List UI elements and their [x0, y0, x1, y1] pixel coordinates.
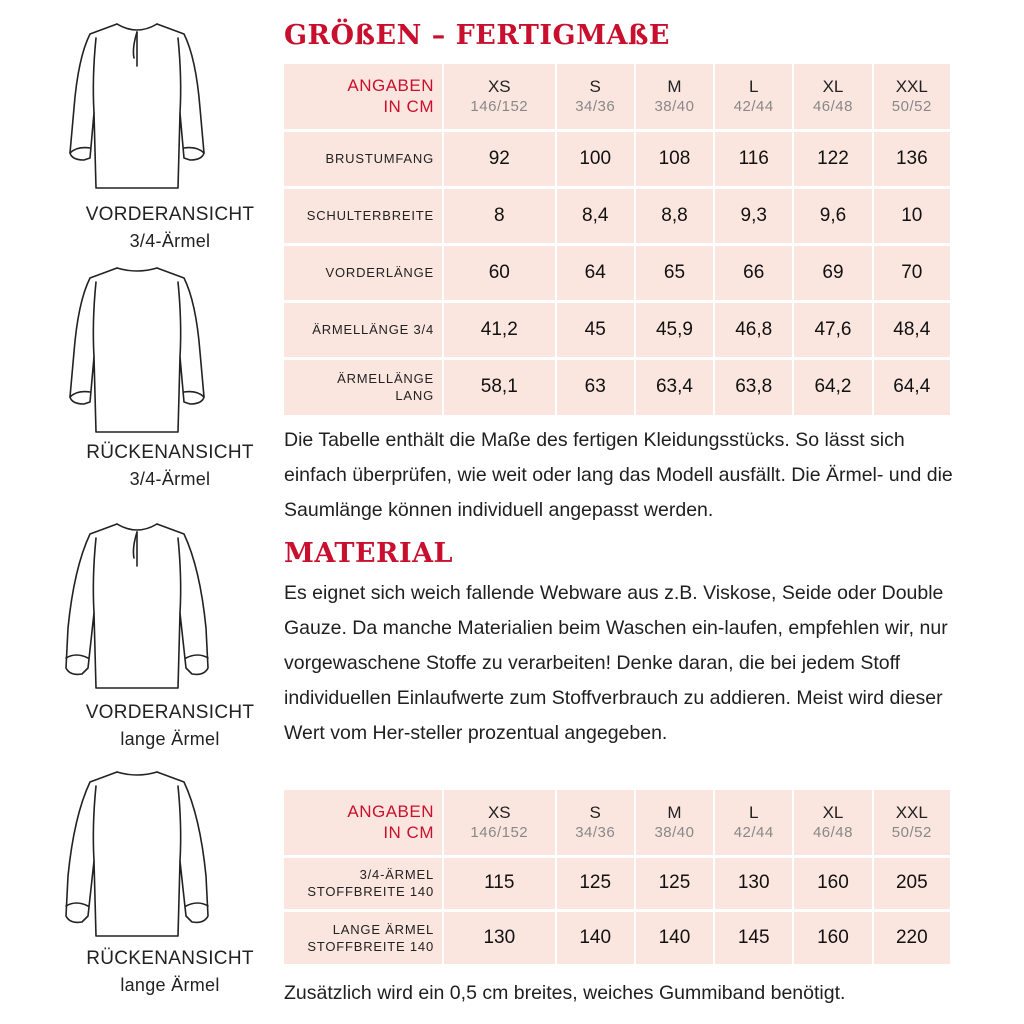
table-header-row: [284, 790, 950, 856]
garment-sleeve-label: lange Ärmel: [120, 729, 220, 749]
size-numbers: 42/44: [733, 824, 774, 842]
size-name: L: [748, 77, 759, 97]
table-cell: 8: [443, 187, 556, 244]
table-cell: 58,1: [443, 358, 556, 415]
row-label-line1: 3/4-ÄRMEL: [359, 867, 434, 882]
header-label-line2: IN CM: [383, 823, 434, 843]
size-numbers: 42/44: [733, 98, 774, 116]
table-row: [284, 244, 950, 301]
header-label-line1: ANGABEN: [347, 76, 434, 96]
garment-back-three-quarter: [0, 262, 270, 502]
table-cell: 48,4: [873, 301, 950, 358]
table-header-row: [284, 64, 950, 130]
table-cell: 115: [443, 856, 556, 910]
size-numbers: 50/52: [891, 824, 932, 842]
size-name: XS: [487, 77, 511, 97]
garment-view-label: VORDERANSICHT: [85, 204, 255, 225]
elastic-band-note: Zusätzlich wird ein 0,5 cm breites, weiches Gummiband benötigt.: [284, 982, 846, 1004]
table-row: [284, 187, 950, 244]
garment-front-long: [0, 518, 270, 758]
table-cell: 8,4: [556, 187, 635, 244]
blouse-front-three-quarter-sleeve-icon: [62, 18, 212, 198]
row-label: ÄRMELLÄNGE 3/4: [284, 301, 443, 358]
table-cell: 92: [443, 130, 556, 187]
size-header-cell: [714, 64, 793, 130]
size-header-cell: [873, 790, 950, 856]
row-label-line1: LANGE ÄRMEL: [332, 921, 434, 937]
size-header-cell: [793, 64, 872, 130]
finished-measurements-table: [284, 64, 950, 415]
table-cell: 63: [556, 358, 635, 415]
garment-sleeve-label: 3/4-Ärmel: [129, 469, 211, 489]
table-cell: 65: [635, 244, 714, 301]
row-label-line1: ÄRMELLÄNGE: [337, 371, 434, 387]
row-label: [284, 358, 443, 415]
size-header-cell: [635, 64, 714, 130]
size-numbers: 146/152: [470, 824, 529, 842]
table-row: [284, 301, 950, 358]
fabric-consumption-table: [284, 790, 950, 964]
table-cell: 64: [556, 244, 635, 301]
table-cell: 136: [873, 130, 950, 187]
size-name: S: [589, 803, 601, 823]
table-cell: 108: [635, 130, 714, 187]
garment-view-label: RÜCKENANSICHT: [86, 442, 254, 463]
size-numbers: 38/40: [654, 98, 695, 116]
blouse-back-long-sleeve-icon: [62, 766, 212, 946]
blouse-front-long-sleeve-icon: [62, 518, 212, 698]
header-label-cell: [284, 64, 443, 130]
material-description: Es eignet sich weich fallende Webware aus z.B. Viskose, Seide oder Double Gauze. Da manche Materialien beim Waschen ein-laufen, empfehlen wir, nur vorgewaschene Stoffe zu verarbeiten! Denke daran, die bei jedem Stoff individuellen Einlaufwerte zum Stoffverbrauch zu addieren. Meist wird dieser Wert vom Her-steller prozentual angegeben.: [284, 582, 948, 744]
garment-sleeve-label: lange Ärmel: [120, 975, 220, 995]
size-header-cell: [443, 64, 556, 130]
size-header-cell: [714, 790, 793, 856]
size-numbers: 46/48: [812, 98, 853, 116]
table-cell: 130: [443, 910, 556, 964]
material-section-title: MATERIAL: [284, 538, 454, 569]
table-cell: 64,2: [793, 358, 872, 415]
row-label-line2: STOFFBREITE 140: [307, 884, 434, 899]
table-cell: 145: [714, 910, 793, 964]
table-cell: 130: [714, 856, 793, 910]
table-cell: 9,6: [793, 187, 872, 244]
table-row: [284, 358, 950, 415]
size-name: XL: [822, 77, 844, 97]
table-cell: 63,8: [714, 358, 793, 415]
size-name: L: [748, 803, 759, 823]
table-cell: 9,3: [714, 187, 793, 244]
table-cell: 116: [714, 130, 793, 187]
row-label: [284, 910, 443, 964]
sizes-table-note: Die Tabelle enthält die Maße des fertigen Kleidungsstücks. So lässt sich einfach überprüfen, wie weit oder lang das Modell ausfällt. Die Ärmel- und die Saumlänge können individuell angepasst werden.: [284, 429, 953, 521]
size-name: M: [667, 803, 682, 823]
table-cell: 45,9: [635, 301, 714, 358]
table-cell: 60: [443, 244, 556, 301]
size-numbers: 146/152: [470, 98, 529, 116]
row-label: VORDERLÄNGE: [284, 244, 443, 301]
table-cell: 8,8: [635, 187, 714, 244]
garment-sketches-column: [0, 0, 270, 1024]
garment-sleeve-label: 3/4-Ärmel: [129, 231, 211, 251]
table-row: [284, 130, 950, 187]
table-row: [284, 910, 950, 964]
table-cell: 10: [873, 187, 950, 244]
size-name: XL: [822, 803, 844, 823]
table-cell: 140: [556, 910, 635, 964]
table-cell: 45: [556, 301, 635, 358]
garment-view-label: VORDERANSICHT: [85, 702, 255, 723]
table-cell: 63,4: [635, 358, 714, 415]
blouse-back-three-quarter-sleeve-icon: [62, 262, 212, 442]
table-cell: 125: [635, 856, 714, 910]
table-cell: 41,2: [443, 301, 556, 358]
size-name: M: [667, 77, 682, 97]
table-cell: 46,8: [714, 301, 793, 358]
table-cell: 64,4: [873, 358, 950, 415]
size-numbers: 34/36: [575, 98, 616, 116]
size-header-cell: [556, 64, 635, 130]
table-cell: 69: [793, 244, 872, 301]
size-numbers: 38/40: [654, 824, 695, 842]
table-cell: 100: [556, 130, 635, 187]
row-label: BRUSTUMFANG: [284, 130, 443, 187]
table-cell: 47,6: [793, 301, 872, 358]
size-numbers: 34/36: [575, 824, 616, 842]
size-header-cell: [443, 790, 556, 856]
row-label: SCHULTERBREITE: [284, 187, 443, 244]
garment-front-three-quarter: [0, 18, 270, 258]
header-label-line2: IN CM: [383, 97, 434, 117]
size-numbers: 50/52: [891, 98, 932, 116]
size-name: XXL: [895, 803, 928, 823]
table-cell: 220: [873, 910, 950, 964]
table-cell: 66: [714, 244, 793, 301]
size-numbers: 46/48: [812, 824, 853, 842]
row-label-line2: STOFFBREITE 140: [307, 938, 434, 954]
table-cell: 160: [793, 856, 872, 910]
sizes-section-title: GRÖßEN – FERTIGMAßE: [284, 20, 671, 51]
size-name: S: [589, 77, 601, 97]
table-cell: 125: [556, 856, 635, 910]
garment-back-long: [0, 766, 270, 1006]
table-cell: 122: [793, 130, 872, 187]
table-cell: 70: [873, 244, 950, 301]
header-label-cell: [284, 790, 443, 856]
size-name: XS: [487, 803, 511, 823]
table-cell: 205: [873, 856, 950, 910]
size-header-cell: [635, 790, 714, 856]
size-header-cell: [873, 64, 950, 130]
header-label-line1: ANGABEN: [347, 802, 434, 822]
table-row: [284, 856, 950, 910]
size-header-cell: [793, 790, 872, 856]
row-label: [284, 856, 443, 910]
size-name: XXL: [895, 77, 928, 97]
table-cell: 140: [635, 910, 714, 964]
row-label-line2: LANG: [395, 388, 434, 404]
table-cell: 160: [793, 910, 872, 964]
garment-view-label: RÜCKENANSICHT: [86, 948, 254, 969]
size-header-cell: [556, 790, 635, 856]
